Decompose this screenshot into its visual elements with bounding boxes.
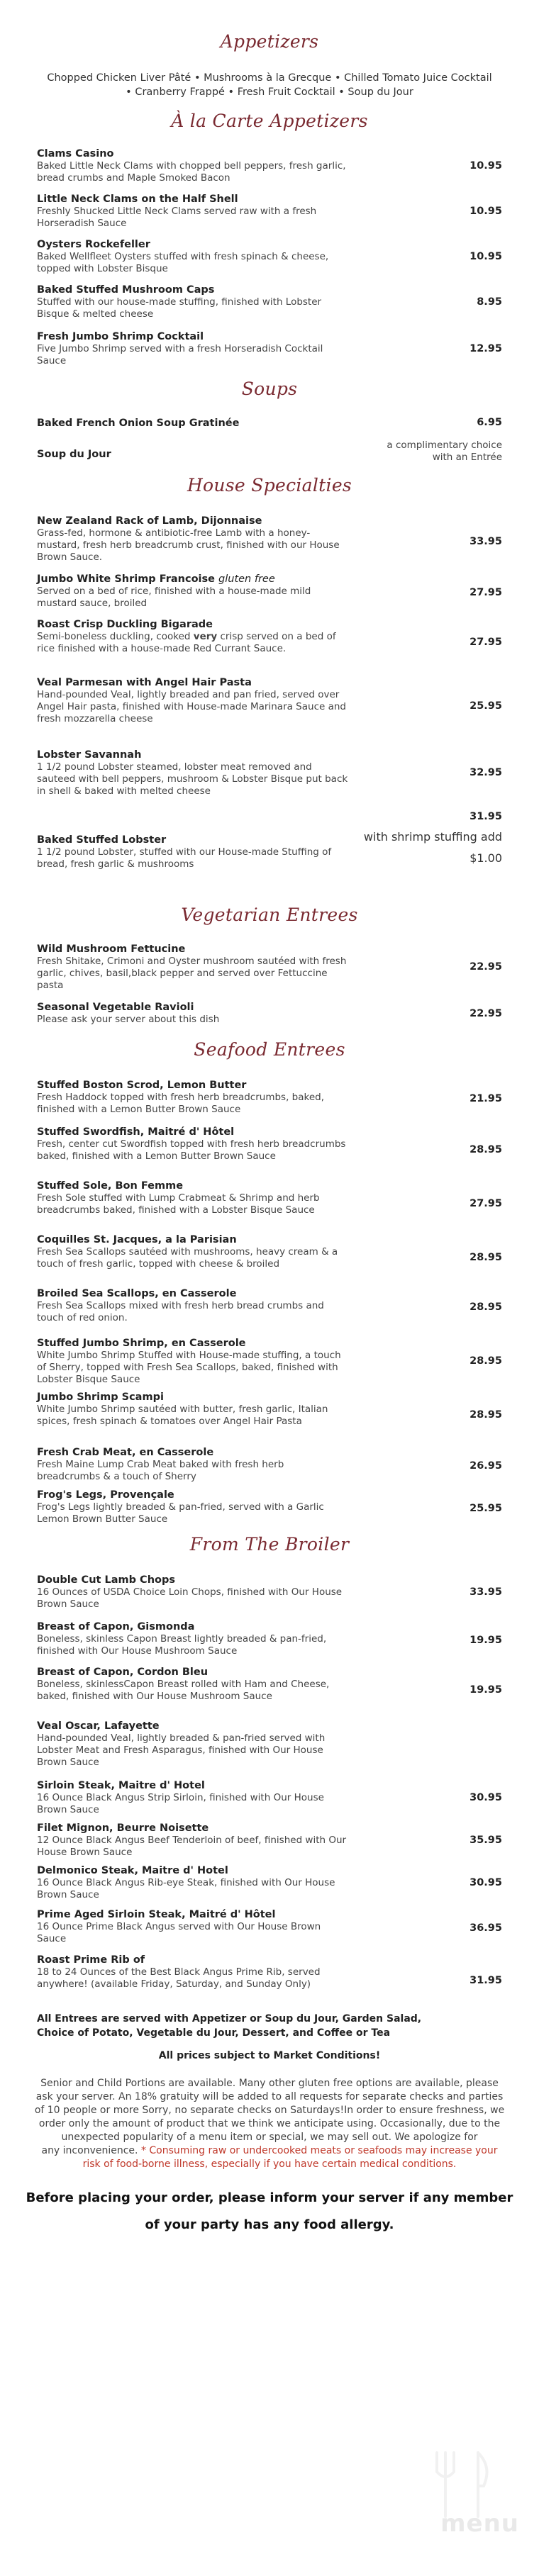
policy-notice: [21, 2077, 518, 2171]
menu-item: [37, 1574, 502, 1611]
broiler-heading: From The Broiler: [189, 1534, 350, 1555]
appetizers-intro-line2: • Cranberry Frappé • Fresh Fruit Cocktail • Soup du Jour: [126, 86, 413, 98]
menu-item: [37, 1822, 502, 1859]
entrees-note-line2: Choice of Potato, Vegetable du Jour, Dessert, and Coffee or Tea: [37, 2027, 391, 2039]
item-price: 36.95: [469, 1922, 502, 1934]
item-description: Fresh Sea Scallops mixed with fresh herb bread crumbs and touch of red onion.: [37, 1300, 324, 1323]
menu-item: [37, 330, 502, 367]
menu-item: [37, 515, 502, 564]
item-name: Stuffed Swordfish, Maitré d' Hôtel: [37, 1126, 235, 1138]
item-name: New Zealand Rack of Lamb, Dijonnaise: [37, 515, 262, 527]
item-name: Filet Mignon, Beurre Noisette: [37, 1822, 209, 1834]
menu-item: [37, 1720, 502, 1769]
item-name: Roast Prime Rib of: [37, 1954, 145, 1966]
item-description: Five Jumbo Shrimp served with a fresh Horseradish Cocktail Sauce: [37, 343, 323, 366]
menu-item: [37, 1779, 502, 1816]
seafood-heading: Seafood Entrees: [194, 1039, 345, 1060]
item-description: Freshly Shucked Little Neck Clams served raw with a fresh Horseradish Sauce: [37, 206, 317, 229]
gluten-free-note: gluten free: [218, 573, 275, 585]
item-name: Clams Casino: [37, 148, 114, 159]
item-price: 33.95: [469, 1586, 502, 1598]
item-name: Double Cut Lamb Chops: [37, 1574, 175, 1586]
item-description: White Jumbo Shrimp sautéed with butter, fresh garlic, Italian spices, fresh spinach & tomatoes over Angel Hair Pasta: [37, 1404, 328, 1427]
item-description: Hand-pounded Veal, lightly breaded & pan-fried served with Lobster Meat and Fresh Asparagus, finished with Our House Brown Sauce: [37, 1732, 326, 1768]
menu-item: [37, 1666, 502, 1703]
menu-item: [37, 1001, 502, 1026]
vegetarian-heading: Vegetarian Entrees: [181, 905, 358, 925]
item-price: 30.95: [469, 1792, 502, 1803]
menu-item: [37, 1126, 502, 1163]
menu-item: [37, 1337, 502, 1386]
item-name: Delmonico Steak, Maitre d' Hotel: [37, 1865, 228, 1876]
item-price: 25.95: [469, 1503, 502, 1514]
menu-item: [37, 1908, 502, 1945]
item-description: White Jumbo Shrimp Stuffed with House-made stuffing, a touch of Sherry, topped with Fresh Sea Scallops, baked, finished with Lobster Bisque Sauce: [37, 1350, 341, 1385]
menu-item: [37, 1287, 502, 1324]
menu-item: [37, 193, 502, 230]
item-description: 18 to 24 Ounces of the Best Black Angus Prime Rib, served anywhere! (available Friday, Saturday, and Sunday Only): [37, 1966, 321, 1990]
desc-emphasis: very: [193, 631, 218, 642]
item-description: Fresh Maine Lump Crab Meat baked with fresh herb breadcrumbs & a touch of Sherry: [37, 1459, 284, 1482]
entrees-note: [37, 2012, 502, 2040]
item-price: 28.95: [469, 1252, 502, 1263]
item-price: 10.95: [469, 251, 502, 262]
item-description: 16 Ounces of USDA Choice Loin Chops, finished with Our House Brown Sauce: [37, 1586, 343, 1610]
item-name: Broiled Sea Scallops, en Casserole: [37, 1288, 237, 1299]
item-description: 16 Ounce Black Angus Strip Sirloin, finished with Our House Brown Sauce: [37, 1792, 324, 1815]
item-description: Fresh Sole stuffed with Lump Crabmeat & Shrimp and herb breadcrumbs baked, finished with a Lobster Bisque Sauce: [37, 1192, 320, 1216]
soups-heading: Soups: [241, 379, 298, 399]
menu-item: [37, 1180, 502, 1216]
item-name: Veal Parmesan with Angel Hair Pasta: [37, 677, 252, 688]
menu-item: [37, 573, 502, 610]
item-price: 28.95: [469, 1301, 502, 1313]
menu-item: [37, 439, 502, 461]
policy-line: order only the amount of product that we think we anticipate using. Occasionally, due to the: [38, 2118, 501, 2129]
appetizers-intro: [28, 71, 511, 99]
allergy-line: Before placing your order, please inform your server if any member: [26, 2190, 513, 2205]
item-name: Stuffed Sole, Bon Femme: [37, 1180, 184, 1192]
item-price: 8.95: [477, 296, 502, 308]
item-description: 1 1/2 pound Lobster steamed, lobster meat removed and sauteed with bell peppers, mushroom & Lobster Bisque put back in shell & baked with melted cheese: [37, 761, 348, 797]
item-description: Baked Wellfleet Oysters stuffed with fresh spinach & cheese, topped with Lobster Bisque: [37, 251, 329, 274]
item-name: Sirloin Steak, Maitre d' Hotel: [37, 1780, 205, 1791]
addon-price: $1.00: [469, 851, 502, 865]
item-name: Seasonal Vegetable Ravioli: [37, 1002, 194, 1013]
menu-item: [37, 1620, 502, 1657]
desc-part: crisp served on a bed of rice finished with a house-made Red Currant Sauce.: [37, 631, 336, 654]
policy-line: Senior and Child Portions are available. Many other gluten free options are available, please: [40, 2078, 499, 2089]
item-description: Served on a bed of rice, finished with a house-made mild mustard sauce, broiled: [37, 586, 311, 609]
desc-line: Angel Hair pasta, finished with House-made Marinara Sauce and fresh mozzarella cheese: [37, 701, 346, 724]
item-price: 28.95: [469, 1144, 502, 1155]
item-description: [37, 689, 349, 725]
addon-text: with shrimp stuffing add: [363, 830, 502, 844]
item-description: 16 Ounce Prime Black Angus served with Our House Brown Sauce: [37, 1921, 321, 1944]
item-description: Fresh, center cut Swordfish topped with fresh herb breadcrumbs baked, finished with a Lemon Butter Brown Sauce: [37, 1138, 346, 1162]
item-description: Boneless, skinless Capon Breast lightly breaded & pan-fried, finished with Our House Mushroom Sauce: [37, 1633, 327, 1657]
menu-item: [37, 1079, 502, 1116]
menu-item: [37, 1233, 502, 1270]
item-description: Stuffed with our house-made stuffing, finished with Lobster Bisque & melted cheese: [37, 296, 322, 320]
item-description: 16 Ounce Black Angus Rib-eye Steak, finished with Our House Brown Sauce: [37, 1877, 335, 1900]
item-price: 25.95: [469, 700, 502, 712]
item-price: 27.95: [469, 1198, 502, 1209]
item-price-note: a complimentary choice with an Entrée: [387, 439, 502, 463]
menu-item: [37, 1489, 502, 1525]
item-name: Fresh Crab Meat, en Casserole: [37, 1447, 214, 1458]
policy-line: [21, 2144, 518, 2158]
item-price: 22.95: [469, 961, 502, 973]
policy-line: unexpected popularity of a menu item or special, we may sell out. We apologize for: [61, 2132, 478, 2143]
item-price: 31.95: [469, 811, 502, 822]
raw-food-warning: * Consuming raw or undercooked meats or seafoods may increase your: [140, 2145, 498, 2156]
item-description: Boneless, skinlessCapon Breast rolled with Ham and Cheese, baked, finished with Our House Mushroom Sauce: [37, 1679, 330, 1702]
item-price: 30.95: [469, 1877, 502, 1888]
allergy-line: of your party has any food allergy.: [145, 2217, 394, 2232]
item-name: Veal Oscar, Lafayette: [37, 1720, 160, 1732]
desc-part: Semi-boneless duckling, cooked: [37, 631, 194, 642]
item-name: Breast of Capon, Cordon Bleu: [37, 1667, 209, 1678]
item-description: Grass-fed, hormone & antibiotic-free Lamb with a honey-mustard, fresh herb breadcrumb crust, finished with our House Brown Sauce.: [37, 527, 340, 563]
menu-item: [37, 676, 502, 725]
item-name-text: Jumbo White Shrimp Francoise: [37, 573, 215, 585]
item-name: [37, 573, 349, 586]
menu-item: [37, 943, 502, 992]
item-name: Stuffed Boston Scrod, Lemon Butter: [37, 1080, 247, 1091]
menu-item: [37, 238, 502, 275]
menu-item: [37, 1391, 502, 1428]
item-price: 19.95: [469, 1684, 502, 1696]
menu-item: [37, 284, 502, 320]
item-price: 10.95: [469, 160, 502, 172]
item-name: Prime Aged Sirloin Steak, Maitré d' Hôtel: [37, 1909, 276, 1920]
desc-line: Hand-pounded Veal, lightly breaded and pan fried, served over: [37, 689, 340, 700]
item-price: 10.95: [469, 206, 502, 217]
appetizers-heading: Appetizers: [220, 31, 319, 52]
appetizers-intro-line1: Chopped Chicken Liver Pâté • Mushrooms à la Grecque • Chilled Tomato Juice Cocktail: [47, 72, 492, 84]
menu-item: [37, 1446, 502, 1483]
alacarte-heading: À la Carte Appetizers: [171, 111, 368, 131]
item-name: Fresh Jumbo Shrimp Cocktail: [37, 331, 204, 342]
item-price: 21.95: [469, 1093, 502, 1104]
item-name: Baked Stuffed Mushroom Caps: [37, 284, 215, 296]
raw-food-warning: risk of food-borne illness, especially if you have certain medical conditions.: [82, 2158, 457, 2170]
item-description: 12 Ounce Black Angus Beef Tenderloin of beef, finished with Our House Brown Sauce: [37, 1835, 347, 1858]
item-price: 12.95: [469, 343, 502, 354]
item-name: Soup du Jour: [37, 449, 111, 460]
entrees-note-line1: All Entrees are served with Appetizer or Soup du Jour, Garden Salad,: [37, 2013, 422, 2025]
item-name: Roast Crisp Duckling Bigarade: [37, 619, 213, 630]
item-price: 28.95: [469, 1409, 502, 1421]
item-name: Baked French Onion Soup Gratinée: [37, 418, 240, 429]
policy-line: of 10 people or more Sorry, no separate checks on Saturdays!In order to ensure freshness, we: [34, 2105, 505, 2116]
menu-item: [37, 1954, 502, 1990]
menu-item: [37, 147, 502, 184]
policy-line: ask your server. An 18% gratuity will be added to all requests for separate checks and parties: [35, 2091, 504, 2102]
shrimp-stuffing-addon: [364, 827, 502, 869]
item-price: 33.95: [469, 536, 502, 547]
item-price: 27.95: [469, 587, 502, 598]
item-price: 27.95: [469, 637, 502, 648]
item-name: Lobster Savannah: [37, 749, 142, 761]
house-heading: House Specialties: [187, 475, 352, 495]
item-price: 32.95: [469, 767, 502, 778]
item-price: 28.95: [469, 1355, 502, 1367]
item-name: Breast of Capon, Gismonda: [37, 1621, 195, 1633]
item-description: [37, 631, 349, 655]
menu-item: [37, 749, 502, 797]
watermark-text: menu: [440, 2509, 519, 2538]
item-price: 26.95: [469, 1460, 502, 1472]
item-name: Frog's Legs, Provençale: [37, 1489, 174, 1501]
item-description: Fresh Shitake, Crimoni and Oyster mushroom sautéed with fresh garlic, chives, basil,black pepper and served over Fettuccine pasta: [37, 956, 347, 991]
item-name: Stuffed Jumbo Shrimp, en Casserole: [37, 1338, 246, 1349]
item-description: Fresh Sea Scallops sautéed with mushrooms, heavy cream & a touch of fresh garlic, topped with cheese & broiled: [37, 1246, 338, 1270]
item-name: Oysters Rockefeller: [37, 239, 150, 250]
item-description: Frog's Legs lightly breaded & pan-fried, served with a Garlic Lemon Brown Butter Sauce: [37, 1501, 324, 1525]
item-price: 22.95: [469, 1008, 502, 1019]
item-description: Fresh Haddock topped with fresh herb breadcrumbs, baked, finished with a Lemon Butter Brown Sauce: [37, 1092, 325, 1115]
item-price: 35.95: [469, 1835, 502, 1846]
item-name: Wild Mushroom Fettucine: [37, 943, 186, 955]
item-price: 19.95: [469, 1635, 502, 1646]
item-name: Little Neck Clams on the Half Shell: [37, 194, 238, 205]
menu-item: [37, 417, 502, 430]
menu-item: [37, 1864, 502, 1901]
item-name: Jumbo Shrimp Scampi: [37, 1391, 164, 1403]
menu-item: [37, 618, 502, 655]
allergy-notice: [21, 2185, 518, 2239]
item-price: 31.95: [469, 1975, 502, 1986]
item-description: Baked Little Neck Clams with chopped bell peppers, fresh garlic, bread crumbs and Maple Smoked Bacon: [37, 160, 346, 184]
item-name: Coquilles St. Jacques, a la Parisian: [37, 1234, 237, 1245]
item-name: Baked Stuffed Lobster: [37, 834, 167, 846]
market-conditions: All prices subject to Market Conditions!: [158, 2050, 381, 2061]
policy-part: any inconvenience.: [41, 2145, 138, 2156]
item-description: Please ask your server about this dish: [37, 1014, 220, 1025]
item-price: 6.95: [477, 417, 502, 428]
item-description: 1 1/2 pound Lobster, stuffed with our House-made Stuffing of bread, fresh garlic & mushrooms: [37, 846, 332, 870]
